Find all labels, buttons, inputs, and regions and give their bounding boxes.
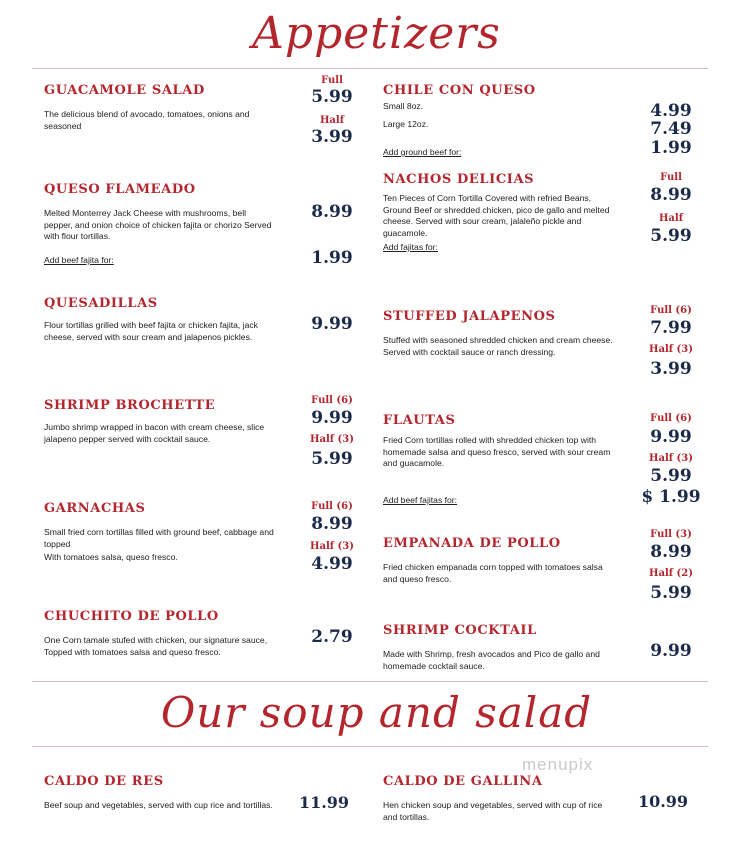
- item-price: 2.79: [311, 627, 353, 647]
- extra-price: 1.99: [650, 138, 692, 158]
- item-name: STUFFED JALAPENOS: [383, 309, 556, 324]
- half-label: Half: [658, 213, 684, 224]
- half-price: 4.99: [311, 554, 353, 574]
- half-price: 5.99: [650, 226, 692, 246]
- full-price: 9.99: [311, 408, 353, 428]
- extra-price: $ 1.99: [641, 487, 701, 507]
- watermark: menupix: [522, 755, 594, 774]
- extra-label: Add ground beef for:: [383, 147, 462, 157]
- item-description: Ten Pieces of Corn Tortilla Covered with refried Beans, Ground Beef or shredded chicken, pico de gallo and melted cheese. Served with sour cream, jalaleño pickle and guacamole.: [383, 193, 610, 238]
- extra-price: 1.99: [311, 248, 353, 268]
- item-name: EMPANADA DE POLLO: [383, 536, 561, 551]
- full-price: 5.99: [311, 87, 353, 107]
- half-label: Half (3): [649, 344, 693, 355]
- item-description: Fried chicken empanada corn topped with tomatoes salsa and queso fresco.: [383, 562, 603, 584]
- half-label: Half (3): [310, 434, 354, 445]
- half-label: Half (2): [649, 568, 693, 579]
- full-price: 8.99: [311, 514, 353, 534]
- item-name: SHRIMP BROCHETTE: [44, 398, 216, 413]
- half-label: Half: [319, 115, 345, 126]
- item-description: Jumbo shrimp wrapped in bacon with cream cheese, slice jalapeno pepper served with cocktail sauce.: [44, 422, 265, 444]
- item-price: 8.99: [311, 202, 353, 222]
- item-description: Hen chicken soup and vegetables, served with cup of rice and tortillas.: [383, 800, 603, 822]
- small-price: 4.99: [650, 101, 692, 121]
- item-name: CALDO DE RES: [44, 774, 164, 789]
- half-price: 3.99: [650, 359, 692, 379]
- item-name: GARNACHAS: [44, 501, 146, 516]
- item-name: NACHOS DELICIAS: [383, 172, 535, 187]
- item-name: QUESADILLAS: [44, 296, 158, 311]
- item-description: Stuffed with seasoned shredded chicken and cream cheese. Served with cocktail sauce or ranch dressing.: [383, 335, 613, 357]
- item-name: CHUCHITO DE POLLO: [44, 609, 219, 624]
- item-description: One Corn tamale stufed with chicken, our signature sauce, Topped with tomatoes salsa and queso fresco.: [44, 635, 268, 657]
- full-label: Full (3): [650, 529, 692, 540]
- half-label: Half (3): [310, 541, 354, 552]
- item-name: SHRIMP COCKTAIL: [383, 623, 537, 638]
- full-label: Full (6): [650, 413, 692, 424]
- item-price: 11.99: [298, 793, 350, 812]
- large-price: 7.49: [650, 119, 692, 139]
- item-description: Beef soup and vegetables, served with cup rice and tortillas.: [44, 800, 273, 810]
- item-description: Fried Corn tortillas rolled with shredded chicken top with homemade salsa and queso fresco, served with sour cream and guacamole.: [383, 435, 611, 468]
- item-description: The delicious blend of avocado, tomatoes, onions and seasoned: [44, 109, 250, 131]
- item-name: CALDO DE GALLINA: [383, 774, 543, 789]
- item-description: Melted Monterrey Jack Cheese with mushrooms, bell pepper, and onion choice of chicken fajita or chorizo Served with flour tortillas.: [44, 208, 272, 241]
- full-label: Full (6): [311, 501, 353, 512]
- item-name: FLAUTAS: [383, 413, 456, 428]
- item-price: 9.99: [311, 314, 353, 334]
- soup-salad-heading: Our soup and salad: [160, 688, 593, 737]
- full-price: 8.99: [650, 542, 692, 562]
- half-price: 5.99: [650, 466, 692, 486]
- item-description: Made with Shrimp, fresh avocados and Pico de gallo and homemade cocktail sauce.: [383, 649, 600, 671]
- full-label: Full: [321, 75, 343, 86]
- extra-label: Add beef fajitas for:: [383, 495, 458, 505]
- item-price: 10.99: [637, 792, 689, 811]
- extra-label: Add beef fajita for:: [44, 255, 114, 265]
- half-price: 5.99: [650, 583, 692, 603]
- full-label: Full (6): [650, 305, 692, 316]
- item-description: Flour tortillas grilled with beef fajita or chicken fajita, jack cheese, served with sour cream and jalapenos pickles.: [44, 320, 258, 342]
- item-name: CHILE CON QUESO: [383, 83, 536, 98]
- full-price: 8.99: [650, 185, 692, 205]
- divider: [32, 68, 708, 69]
- divider: [32, 746, 708, 747]
- full-price: 7.99: [650, 318, 692, 338]
- half-price: 3.99: [311, 127, 353, 147]
- half-price: 5.99: [311, 449, 353, 469]
- item-price: 9.99: [650, 641, 692, 661]
- extra-label: Add fajitas for:: [383, 242, 438, 252]
- item-description-2: With tomatoes salsa, queso fresco.: [44, 552, 178, 562]
- full-label: Full: [660, 172, 682, 183]
- divider: [32, 681, 708, 682]
- small-size-label: Small 8oz.: [383, 101, 424, 111]
- item-name: QUESO FLAMEADO: [44, 182, 196, 197]
- full-price: 9.99: [650, 427, 692, 447]
- item-description: Small fried corn tortillas filled with ground beef, cabbage and topped: [44, 527, 274, 549]
- item-name: GUACAMOLE SALAD: [44, 83, 205, 98]
- half-label: Half (3): [649, 453, 693, 464]
- appetizers-heading: Appetizers: [252, 8, 501, 59]
- large-size-label: Large 12oz.: [383, 119, 429, 129]
- full-label: Full (6): [311, 395, 353, 406]
